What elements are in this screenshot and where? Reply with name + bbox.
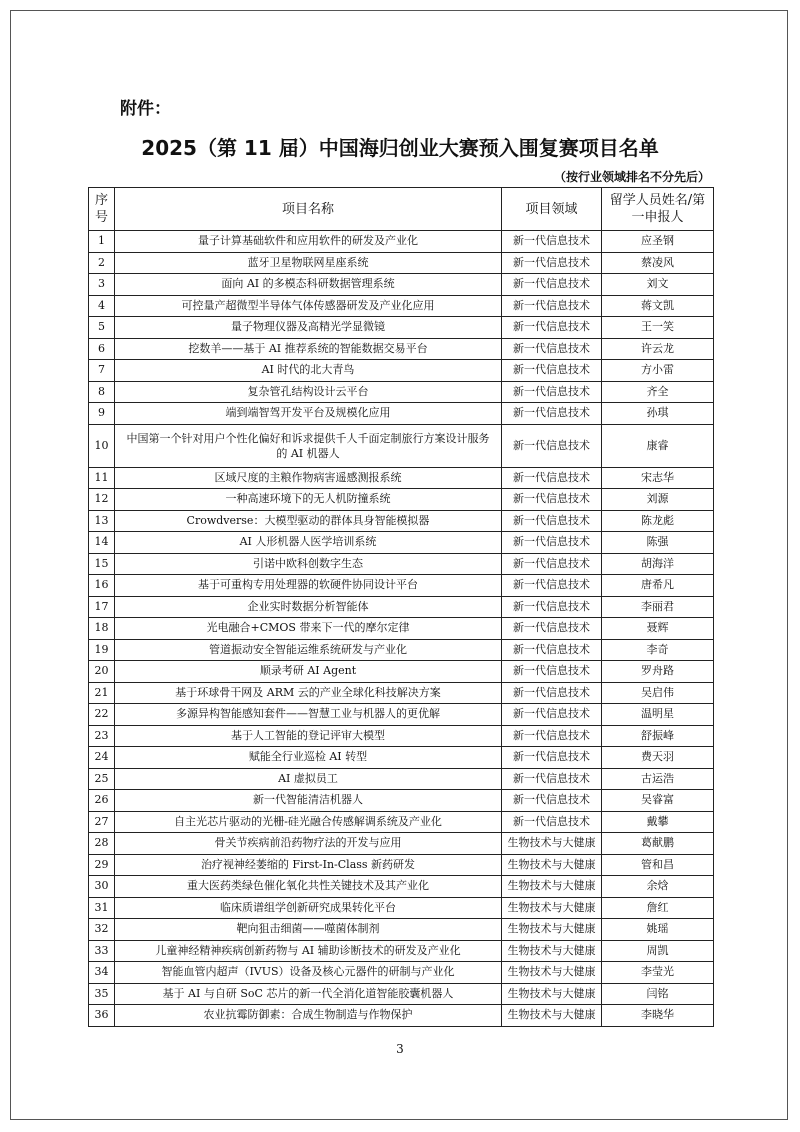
table-row xyxy=(89,768,714,790)
order-note: （按行业领域排名不分先后） xyxy=(553,170,710,184)
project-name-cell: 中国第一个针对用户个性化偏好和诉求提供千人千面定制旅行方案设计服务的 AI 机器人 xyxy=(115,424,502,467)
project-field-cell: 新一代信息技术 xyxy=(502,725,602,747)
project-field-cell: 新一代信息技术 xyxy=(502,338,602,360)
applicant-name-cell: 许云龙 xyxy=(602,338,714,360)
applicant-name-cell: 费天羽 xyxy=(602,747,714,769)
project-field-cell: 新一代信息技术 xyxy=(502,317,602,339)
table-row xyxy=(89,532,714,554)
table-row xyxy=(89,639,714,661)
row-number: 8 xyxy=(89,381,115,403)
project-name-cell: 光电融合+CMOS 带来下一代的摩尔定律 xyxy=(115,618,502,640)
table-row xyxy=(89,661,714,683)
project-field-cell: 新一代信息技术 xyxy=(502,596,602,618)
project-field-cell: 新一代信息技术 xyxy=(502,403,602,425)
project-name-cell: 企业实时数据分析智能体 xyxy=(115,596,502,618)
applicant-name-cell: 温明星 xyxy=(602,704,714,726)
row-number: 35 xyxy=(89,983,115,1005)
row-number: 19 xyxy=(89,639,115,661)
project-field-cell: 新一代信息技术 xyxy=(502,704,602,726)
table-row xyxy=(89,833,714,855)
table-row xyxy=(89,231,714,253)
table-row xyxy=(89,381,714,403)
applicant-name-cell: 唐希凡 xyxy=(602,575,714,597)
applicant-name-cell: 应圣钢 xyxy=(602,231,714,253)
applicant-name-cell: 吴启伟 xyxy=(602,682,714,704)
project-name-cell: 自主光芯片驱动的光栅-硅光融合传感解调系统及产业化 xyxy=(115,811,502,833)
table-row xyxy=(89,489,714,511)
table-row xyxy=(89,747,714,769)
applicant-name-cell: 余焓 xyxy=(602,876,714,898)
project-name-cell: 基于人工智能的登记评审大模型 xyxy=(115,725,502,747)
table-row xyxy=(89,295,714,317)
table-row xyxy=(89,317,714,339)
row-number: 11 xyxy=(89,467,115,489)
row-number: 30 xyxy=(89,876,115,898)
project-field-cell: 新一代信息技术 xyxy=(502,274,602,296)
page-number: 3 xyxy=(396,1042,404,1056)
project-name-cell: 靶向狙击细菌——噬菌体制剂 xyxy=(115,919,502,941)
row-number: 34 xyxy=(89,962,115,984)
project-name-cell: 农业抗霉防御素：合成生物制造与作物保护 xyxy=(115,1005,502,1027)
row-number: 15 xyxy=(89,553,115,575)
project-field-cell: 新一代信息技术 xyxy=(502,553,602,575)
row-number: 7 xyxy=(89,360,115,382)
applicant-name-cell: 聂辉 xyxy=(602,618,714,640)
project-name-cell: Crowdverse：大模型驱动的群体具身智能模拟器 xyxy=(115,510,502,532)
applicant-name-cell: 李丽君 xyxy=(602,596,714,618)
header-applicant: 留学人员姓名/第一申报人 xyxy=(602,188,714,231)
project-field-cell: 新一代信息技术 xyxy=(502,467,602,489)
project-name-cell: 重大医药类绿色催化氧化共性关键技术及其产业化 xyxy=(115,876,502,898)
row-number: 27 xyxy=(89,811,115,833)
project-name-cell: 基于可重构专用处理器的软硬件协同设计平台 xyxy=(115,575,502,597)
table-row xyxy=(89,360,714,382)
applicant-name-cell: 吴睿富 xyxy=(602,790,714,812)
applicant-name-cell: 管和昌 xyxy=(602,854,714,876)
project-name-cell: 复杂管孔结构设计云平台 xyxy=(115,381,502,403)
applicant-name-cell: 姚瑶 xyxy=(602,919,714,941)
project-field-cell: 新一代信息技术 xyxy=(502,747,602,769)
project-field-cell: 新一代信息技术 xyxy=(502,661,602,683)
row-number: 21 xyxy=(89,682,115,704)
row-number: 29 xyxy=(89,854,115,876)
table-row xyxy=(89,854,714,876)
table-row xyxy=(89,790,714,812)
project-list-table xyxy=(88,187,714,1027)
table-row xyxy=(89,553,714,575)
row-number: 20 xyxy=(89,661,115,683)
table-row xyxy=(89,618,714,640)
table-row xyxy=(89,274,714,296)
project-field-cell: 生物技术与大健康 xyxy=(502,833,602,855)
table-row xyxy=(89,962,714,984)
project-name-cell: 新一代智能清洁机器人 xyxy=(115,790,502,812)
table-row xyxy=(89,596,714,618)
row-number: 33 xyxy=(89,940,115,962)
row-number: 10 xyxy=(89,424,115,467)
project-name-cell: 儿童神经精神疾病创新药物与 AI 辅助诊断技术的研发及产业化 xyxy=(115,940,502,962)
applicant-name-cell: 王一笑 xyxy=(602,317,714,339)
project-name-cell: 智能血管内超声（IVUS）设备及核心元器件的研制与产业化 xyxy=(115,962,502,984)
project-name-cell: 顺录考研 AI Agent xyxy=(115,661,502,683)
row-number: 6 xyxy=(89,338,115,360)
project-field-cell: 新一代信息技术 xyxy=(502,424,602,467)
project-field-cell: 新一代信息技术 xyxy=(502,231,602,253)
project-name-cell: 管道振动安全智能运维系统研发与产业化 xyxy=(115,639,502,661)
project-name-cell: 挖数羊——基于 AI 推荐系统的智能数据交易平台 xyxy=(115,338,502,360)
table-row xyxy=(89,1005,714,1027)
header-field: 项目领域 xyxy=(502,188,602,231)
row-number: 14 xyxy=(89,532,115,554)
project-field-cell: 生物技术与大健康 xyxy=(502,876,602,898)
table-body xyxy=(89,231,714,1027)
project-field-cell: 新一代信息技术 xyxy=(502,618,602,640)
applicant-name-cell: 方小雷 xyxy=(602,360,714,382)
applicant-name-cell: 周凯 xyxy=(602,940,714,962)
row-number: 32 xyxy=(89,919,115,941)
applicant-name-cell: 宋志华 xyxy=(602,467,714,489)
project-field-cell: 生物技术与大健康 xyxy=(502,940,602,962)
row-number: 4 xyxy=(89,295,115,317)
applicant-name-cell: 李莹光 xyxy=(602,962,714,984)
applicant-name-cell: 舒振峰 xyxy=(602,725,714,747)
row-number: 5 xyxy=(89,317,115,339)
project-name-cell: 赋能全行业巡检 AI 转型 xyxy=(115,747,502,769)
row-number: 2 xyxy=(89,252,115,274)
project-field-cell: 生物技术与大健康 xyxy=(502,1005,602,1027)
table-row xyxy=(89,575,714,597)
applicant-name-cell: 古运浩 xyxy=(602,768,714,790)
table-row xyxy=(89,510,714,532)
table-row xyxy=(89,940,714,962)
project-name-cell: 多源异构智能感知套件——智慧工业与机器人的更优解 xyxy=(115,704,502,726)
project-field-cell: 新一代信息技术 xyxy=(502,532,602,554)
row-number: 13 xyxy=(89,510,115,532)
project-field-cell: 新一代信息技术 xyxy=(502,295,602,317)
project-field-cell: 新一代信息技术 xyxy=(502,682,602,704)
project-field-cell: 新一代信息技术 xyxy=(502,639,602,661)
applicant-name-cell: 齐全 xyxy=(602,381,714,403)
row-number: 31 xyxy=(89,897,115,919)
table-row xyxy=(89,338,714,360)
applicant-name-cell: 蒋文凯 xyxy=(602,295,714,317)
row-number: 25 xyxy=(89,768,115,790)
project-field-cell: 新一代信息技术 xyxy=(502,252,602,274)
project-name-cell: AI 时代的北大青鸟 xyxy=(115,360,502,382)
row-number: 18 xyxy=(89,618,115,640)
applicant-name-cell: 刘源 xyxy=(602,489,714,511)
project-name-cell: 一种高速环境下的无人机防撞系统 xyxy=(115,489,502,511)
project-field-cell: 生物技术与大健康 xyxy=(502,854,602,876)
row-number: 12 xyxy=(89,489,115,511)
project-name-cell: 区域尺度的主粮作物病害遥感测报系统 xyxy=(115,467,502,489)
attachment-label: 附件： xyxy=(120,99,171,119)
applicant-name-cell: 葛献鹏 xyxy=(602,833,714,855)
project-name-cell: 基于 AI 与自研 SoC 芯片的新一代全消化道智能胶囊机器人 xyxy=(115,983,502,1005)
project-name-cell: AI 虚拟员工 xyxy=(115,768,502,790)
row-number: 3 xyxy=(89,274,115,296)
applicant-name-cell: 闫铭 xyxy=(602,983,714,1005)
row-number: 17 xyxy=(89,596,115,618)
row-number: 9 xyxy=(89,403,115,425)
applicant-name-cell: 詹红 xyxy=(602,897,714,919)
table-row xyxy=(89,467,714,489)
project-name-cell: 蓝牙卫星物联网星座系统 xyxy=(115,252,502,274)
applicant-name-cell: 康睿 xyxy=(602,424,714,467)
project-field-cell: 新一代信息技术 xyxy=(502,768,602,790)
project-name-cell: 临床质谱组学创新研究成果转化平台 xyxy=(115,897,502,919)
project-name-cell: 治疗视神经萎缩的 First-In-Class 新药研发 xyxy=(115,854,502,876)
applicant-name-cell: 陈龙彪 xyxy=(602,510,714,532)
project-field-cell: 新一代信息技术 xyxy=(502,381,602,403)
table-row xyxy=(89,876,714,898)
project-field-cell: 生物技术与大健康 xyxy=(502,962,602,984)
project-name-cell: 端到端智驾开发平台及规模化应用 xyxy=(115,403,502,425)
header-project-name: 项目名称 xyxy=(115,188,502,231)
project-field-cell: 新一代信息技术 xyxy=(502,790,602,812)
applicant-name-cell: 陈强 xyxy=(602,532,714,554)
table-row xyxy=(89,252,714,274)
row-number: 36 xyxy=(89,1005,115,1027)
project-field-cell: 生物技术与大健康 xyxy=(502,983,602,1005)
applicant-name-cell: 蔡凌风 xyxy=(602,252,714,274)
document-title: 2025（第 11 届）中国海归创业大赛预入围复赛项目名单 xyxy=(141,136,659,160)
project-name-cell: 引诺中欧科创数字生态 xyxy=(115,553,502,575)
row-number: 26 xyxy=(89,790,115,812)
applicant-name-cell: 罗舟路 xyxy=(602,661,714,683)
project-name-cell: AI 人形机器人医学培训系统 xyxy=(115,532,502,554)
applicant-name-cell: 李奇 xyxy=(602,639,714,661)
row-number: 23 xyxy=(89,725,115,747)
table-row xyxy=(89,919,714,941)
project-field-cell: 生物技术与大健康 xyxy=(502,897,602,919)
project-field-cell: 生物技术与大健康 xyxy=(502,919,602,941)
project-field-cell: 新一代信息技术 xyxy=(502,360,602,382)
table-row xyxy=(89,424,714,467)
row-number: 24 xyxy=(89,747,115,769)
project-name-cell: 量子计算基础软件和应用软件的研发及产业化 xyxy=(115,231,502,253)
applicant-name-cell: 戴攀 xyxy=(602,811,714,833)
row-number: 1 xyxy=(89,231,115,253)
project-name-cell: 面向 AI 的多模态科研数据管理系统 xyxy=(115,274,502,296)
table-row xyxy=(89,983,714,1005)
applicant-name-cell: 刘文 xyxy=(602,274,714,296)
row-number: 16 xyxy=(89,575,115,597)
project-field-cell: 新一代信息技术 xyxy=(502,811,602,833)
table-row xyxy=(89,682,714,704)
project-name-cell: 量子物理仪器及高精光学显微镜 xyxy=(115,317,502,339)
table-row xyxy=(89,725,714,747)
project-field-cell: 新一代信息技术 xyxy=(502,489,602,511)
row-number: 22 xyxy=(89,704,115,726)
header-no: 序号 xyxy=(89,188,115,231)
row-number: 28 xyxy=(89,833,115,855)
applicant-name-cell: 胡海洋 xyxy=(602,553,714,575)
project-field-cell: 新一代信息技术 xyxy=(502,575,602,597)
project-name-cell: 基于环球骨干网及 ARM 云的产业全球化科技解决方案 xyxy=(115,682,502,704)
applicant-name-cell: 孙琪 xyxy=(602,403,714,425)
table-header-row xyxy=(89,188,714,231)
table-row xyxy=(89,897,714,919)
applicant-name-cell: 李晓华 xyxy=(602,1005,714,1027)
project-field-cell: 新一代信息技术 xyxy=(502,510,602,532)
table-row xyxy=(89,403,714,425)
project-name-cell: 骨关节疾病前沿药物疗法的开发与应用 xyxy=(115,833,502,855)
table-row xyxy=(89,704,714,726)
table-row xyxy=(89,811,714,833)
project-name-cell: 可控量产超微型半导体气体传感器研发及产业化应用 xyxy=(115,295,502,317)
